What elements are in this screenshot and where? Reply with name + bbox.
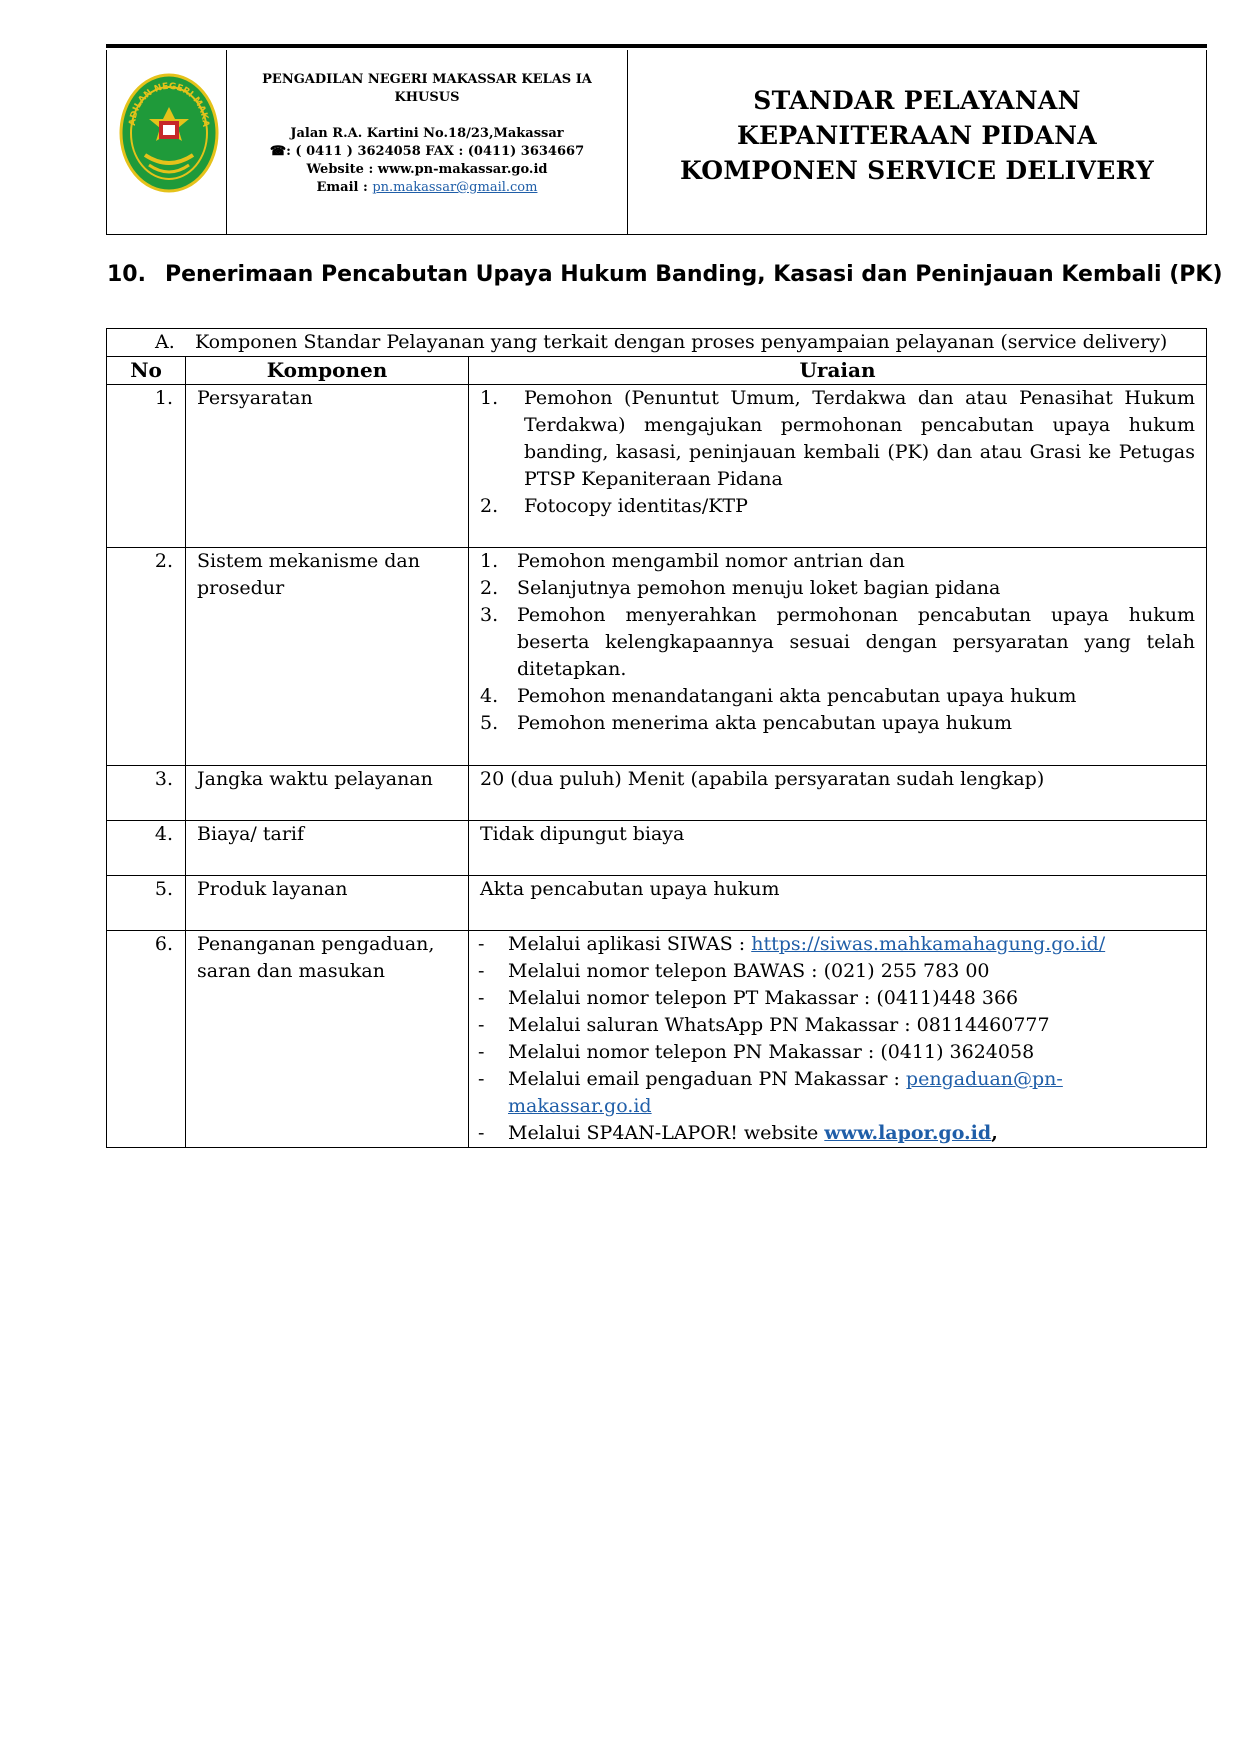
court-website: Website : www.pn-makassar.go.id [306,162,548,177]
row-description: Akta pencabutan upaya hukum [480,878,780,900]
list-item: - Melalui SP4AN-LAPOR! website www.lapor.go.id, [478,1122,998,1144]
list-item: 4. Pemohon menandatangani akta pencabutan upaya hukum [480,685,1077,707]
row-number: 6. [154,933,173,955]
header-description: Uraian [469,357,1207,385]
header-top-rule [106,44,1207,48]
service-standard-table [106,328,1207,1148]
row-number: 4. [154,823,173,845]
requirements-list [480,385,1195,520]
list-item: 2. Fotocopy identitas/KTP [480,495,748,517]
section-heading [107,262,1223,287]
court-phone: ☎: ( 0411 ) 3624058 FAX : (0411) 3634667 [269,144,585,159]
list-item: - Melalui nomor telepon PN Makassar : (0411) 3624058 [478,1041,1035,1063]
procedure-list [480,548,1195,737]
court-name: PENGADILAN NEGERI MAKASSAR KELAS IA KHUSUS [262,72,592,105]
list-item: 1. Pemohon mengambil nomor antrian dan [480,550,905,572]
table-caption-row [107,329,1207,357]
row-component: Persyaratan [197,387,313,409]
table-caption: A. Komponen Standar Pelayanan yang terkait dengan proses penyampaian pelayanan (service delivery) [155,331,1168,353]
list-item: - Melalui saluran WhatsApp PN Makassar : 08114460777 [478,1014,1050,1036]
row-component: Biaya/ tarif [197,823,305,845]
list-item: 5. Pemohon menerima akta pencabutan upaya hukum [480,712,1013,734]
row-number: 5. [154,878,173,900]
logo-cell [107,50,227,234]
row-component: Penanganan pengaduan, saran dan masukan [197,933,435,982]
table-row [107,931,1207,1148]
title-line-2: KEPANITERAAN PIDANA [736,121,1097,150]
section-number: 10. [107,262,146,287]
row-number: 2. [154,550,173,572]
court-logo [119,73,219,199]
complaint-channels-list [480,931,1195,1147]
table-row [107,821,1207,876]
title-line-1: STANDAR PELAYANAN [753,86,1081,115]
siwas-link[interactable]: https://siwas.mahkamahagung.go.id/ [751,933,1106,955]
list-item: - Melalui nomor telepon PT Makassar : (0411)448 366 [478,987,1019,1009]
document-title-cell [628,50,1206,234]
row-component: Produk layanan [197,878,348,900]
list-item: 2. Selanjutnya pemohon menuju loket bagian pidana [480,577,1001,599]
list-item: - Melalui email pengaduan PN Makassar : pengaduan@pn-makassar.go.id [478,1068,1063,1117]
list-item: 1. Pemohon (Penuntut Umum, Terdakwa dan atau Penasihat Hukum Terdakwa) mengajukan permohonan pencabutan upaya hukum banding, kasasi, peninjauan kembali (PK) dan atau Grasi ke Petugas PTSP Kepaniteraan Pidana [480,387,1195,490]
table-row [107,766,1207,821]
lapor-link[interactable]: www.lapor.go.id [824,1122,992,1144]
court-address: Jalan R.A. Kartini No.18/23,Makassar [290,126,564,141]
row-number: 3. [154,768,173,790]
row-description: 20 (dua puluh) Menit (apabila persyaratan sudah lengkap) [480,768,1045,790]
table-row [107,385,1207,548]
court-email: Email : pn.makassar@gmail.com [316,180,538,195]
title-line-3: KOMPONEN SERVICE DELIVERY [679,156,1155,185]
list-item: - Melalui nomor telepon BAWAS : (021) 255 783 00 [478,960,990,982]
complaint-email-link[interactable]: pengaduan@pn-makassar.go.id [508,1068,1063,1117]
row-description: Tidak dipungut biaya [480,823,685,845]
table-row [107,876,1207,931]
list-item: - Melalui aplikasi SIWAS : https://siwas.mahkamahagung.go.id/ [478,933,1106,955]
header-no: No [107,357,186,385]
row-component: Sistem mekanisme dan prosedur [197,550,420,599]
list-item: 3. Pemohon menyerahkan permohonan pencabutan upaya hukum beserta kelengkapaannya sesuai dengan persyaratan yang telah ditetapkan. [480,604,1195,680]
row-number: 1. [154,387,173,409]
table-header-row [107,357,1207,385]
header-component: Komponen [186,357,469,385]
svg-text:PENGADILAN NEGERI MAKASSAR: ADILAN NEGERI MAKA [127,81,211,128]
court-address-cell [227,50,628,234]
letterhead [106,50,1207,235]
email-link[interactable]: pn.makassar@gmail.com [372,180,538,195]
section-title: Penerimaan Pencabutan Upaya Hukum Banding, Kasasi dan Peninjauan Kembali (PK) [165,262,1223,287]
row-component: Jangka waktu pelayanan [197,768,433,790]
court-emblem-icon [119,73,219,199]
phone-icon: ☎ [269,144,287,159]
table-row [107,548,1207,766]
